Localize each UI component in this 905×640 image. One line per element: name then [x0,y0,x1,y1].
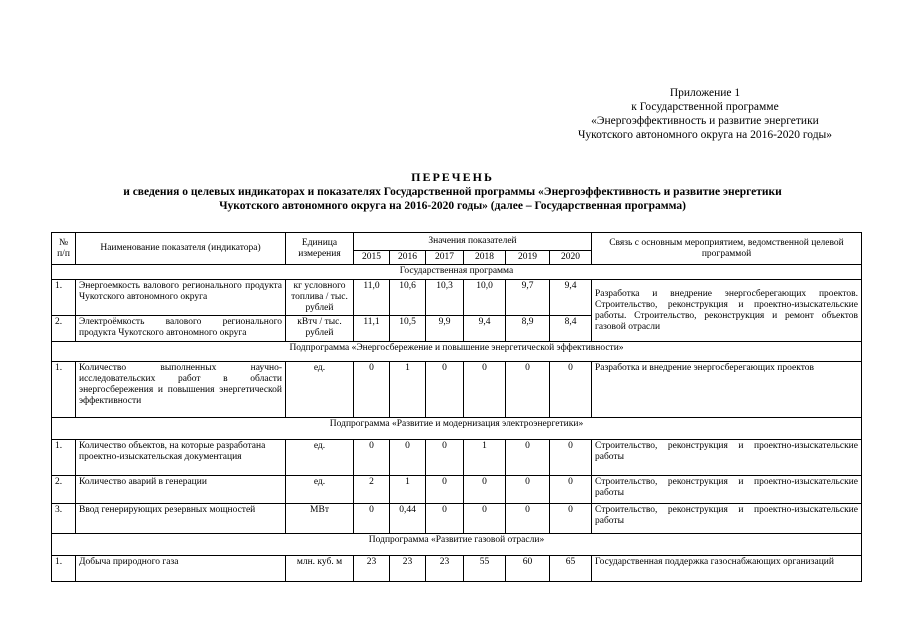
header-year: 2018 [464,251,506,265]
header-link: Связь с основным мероприятием, ведомственной целевой программой [592,233,862,265]
row-value: 1 [464,440,506,476]
row-value: 55 [464,556,506,582]
row-unit: МВт [286,504,354,534]
row-value: 0 [354,440,390,476]
row-value: 10,6 [390,280,426,316]
appendix-line: «Энергоэффективность и развитие энергетики [591,115,819,127]
row-value: 0 [506,504,550,534]
row-name: Ввод генерирующих резервных мощностей [76,504,286,534]
table-row [52,504,862,534]
table-row [52,440,862,476]
section-header: Подпрограмма «Энергосбережение и повышение энергетической эффективности» [52,342,862,362]
row-value: 8,9 [506,316,550,342]
row-value: 23 [354,556,390,582]
row-value: 2 [354,476,390,504]
row-value: 0 [550,362,592,418]
row-value: 23 [426,556,464,582]
row-value: 0 [464,476,506,504]
row-link: Государственная поддержка газоснабжающих организаций [592,556,862,582]
appendix-block [540,86,870,142]
indicators-table [51,232,862,582]
row-num: 1. [52,440,76,476]
row-unit: ед. [286,440,354,476]
row-link: Строительство, реконструкция и проектно-изыскательские работы [592,504,862,534]
row-value: 0 [426,476,464,504]
row-value: 10,5 [390,316,426,342]
row-num: 1. [52,362,76,418]
row-value: 9,4 [464,316,506,342]
row-value: 0 [354,362,390,418]
row-unit: млн. куб. м [286,556,354,582]
row-value: 8,4 [550,316,592,342]
row-value: 65 [550,556,592,582]
row-value: 0 [426,362,464,418]
row-value: 11,0 [354,280,390,316]
row-link: Разработка и внедрение энергосберегающих проектов. Строительство, реконструкция и проектно-изыскательские работы. Строительство, реконструкция и ремонт объектов газовой отрасли [592,280,862,342]
row-value: 9,4 [550,280,592,316]
table-row [52,362,862,418]
row-value: 0 [390,440,426,476]
section-header: Подпрограмма «Развитие газовой отрасли» [52,534,862,556]
header-year: 2019 [506,251,550,265]
appendix-line: к Государственной программе [631,101,779,113]
row-unit: кг условного топлива / тыс. рублей [286,280,354,316]
row-value: 0 [426,504,464,534]
row-num: 2. [52,476,76,504]
row-value: 0 [550,504,592,534]
row-value: 1 [390,476,426,504]
row-value: 23 [390,556,426,582]
row-num: 2. [52,316,76,342]
header-year: 2015 [354,251,390,265]
document-heading [60,170,845,213]
table-row [52,280,862,316]
row-value: 0 [550,440,592,476]
row-value: 0 [550,476,592,504]
row-value: 0 [506,476,550,504]
row-value: 0 [506,362,550,418]
row-link: Строительство, реконструкция и проектно-изыскательские работы [592,440,862,476]
document-subtitle: и сведения о целевых индикаторах и показателях Государственной программы «Энергоэффективность и развитие энергетики [123,186,782,198]
row-name: Количество аварий в генерации [76,476,286,504]
row-unit: ед. [286,362,354,418]
row-value: 0 [506,440,550,476]
row-link: Строительство, реконструкция и проектно-изыскательские работы [592,476,862,504]
appendix-line: Приложение 1 [669,87,741,99]
table-row [52,476,862,504]
row-name: Добыча природного газа [76,556,286,582]
row-value: 10,0 [464,280,506,316]
row-name: Энергоемкость валового регионального продукта Чукотского автономного округа [76,280,286,316]
appendix-line: Чукотского автономного округа на 2016-2020 годы» [577,129,833,141]
header-name: Наименование показателя (индикатора) [76,233,286,265]
document-title: ПЕРЕЧЕНЬ [411,170,494,184]
table-row [52,556,862,582]
row-num: 1. [52,280,76,316]
row-value: 11,1 [354,316,390,342]
header-year: 2016 [390,251,426,265]
row-num: 3. [52,504,76,534]
row-unit: кВтч / тыс. рублей [286,316,354,342]
header-num: № п/п [52,233,76,265]
section-header: Подпрограмма «Развитие и модернизация электроэнергетики» [52,418,862,440]
row-unit: ед. [286,476,354,504]
row-value: 60 [506,556,550,582]
row-value: 9,9 [426,316,464,342]
row-name: Количество выполненных научно-исследовательских работ в области энергосбережения и повышения энергетической эффективности [76,362,286,418]
document-subtitle: Чукотского автономного округа на 2016-2020 годы» (далее – Государственная программа) [219,200,686,212]
row-value: 0 [426,440,464,476]
row-value: 0,44 [390,504,426,534]
row-value: 0 [464,362,506,418]
row-name: Электроёмкость валового регионального продукта Чукотского автономного округа [76,316,286,342]
section-header: Государственная программа [52,265,862,280]
header-year: 2020 [550,251,592,265]
row-value: 9,7 [506,280,550,316]
row-value: 1 [390,362,426,418]
header-values: Значения показателей [354,233,592,251]
row-link: Разработка и внедрение энергосберегающих проектов [592,362,862,418]
row-value: 0 [354,504,390,534]
row-name: Количество объектов, на которые разработана проектно-изыскательская документация [76,440,286,476]
row-value: 0 [464,504,506,534]
header-unit: Единица измерения [286,233,354,265]
row-num: 1. [52,556,76,582]
row-value: 10,3 [426,280,464,316]
header-year: 2017 [426,251,464,265]
